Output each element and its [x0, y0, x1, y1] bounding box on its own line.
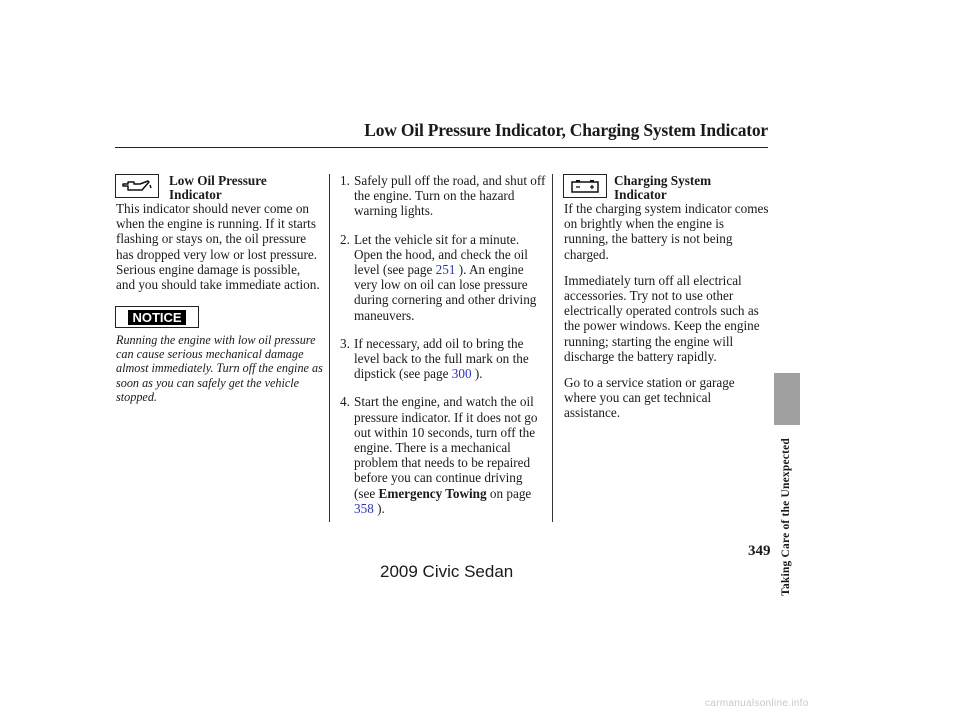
step-1: 1. Safely pull off the road, and shut off the engine. Turn on the hazard warning lights. — [340, 173, 546, 219]
charging-system-body — [564, 201, 770, 421]
column-divider-right — [552, 174, 553, 522]
header-divider — [115, 147, 768, 148]
watermark: carmanualsonline.info — [705, 698, 809, 709]
oil-can-icon — [115, 174, 159, 198]
charging-paragraph-3: Go to a service station or garage where you can get technical assistance. — [564, 375, 735, 421]
charging-system-subheading: Charging System Indicator — [614, 173, 712, 202]
section-tab-marker — [774, 373, 800, 425]
footer-model-title: 2009 Civic Sedan — [380, 562, 514, 581]
charging-paragraph-2: Immediately turn off all electrical accessories. Try not to use other electrically operated controls such as the power windows. Keep the engine running; starting the engine will discharge the battery rapidly. — [564, 272, 760, 364]
notice-label: NOTICE — [128, 310, 185, 325]
page-link-300[interactable]: 300 — [451, 366, 472, 382]
column-divider-left — [329, 174, 330, 522]
page-link-251[interactable]: 251 — [435, 262, 456, 278]
step-2: 2. Let the vehicle sit for a minute. Open the hood, and check the oil level (see page 251 ). An engine very low on oil can lose pressure during cornering and other driving maneuvers. — [340, 231, 537, 323]
step-4: 4. Start the engine, and watch the oil pressure indicator. If it does not go out within 10 seconds, turn off the engine. There is a mechanical problem that needs to be repaired before you can continue driving (see Emergency Towing on page 358 ). — [340, 394, 538, 516]
page-title: Low Oil Pressure Indicator, Charging System Indicator — [364, 120, 768, 140]
low-oil-pressure-paragraph: This indicator should never come on when the engine is running. If it starts flashing or stays on, the oil pressure has dropped very low or lost pressure. Serious engine damage is possible, and you should take immediate action. — [116, 201, 320, 293]
page-link-358[interactable]: 358 — [354, 500, 374, 516]
low-oil-pressure-subheading: Low Oil Pressure Indicator — [169, 173, 267, 202]
notice-text: Running the engine with low oil pressure can cause serious mechanical damage almost immediately. Turn off the engine as soon as you can safely get the vehicle stopped. — [116, 333, 323, 404]
battery-icon — [563, 174, 607, 198]
charging-paragraph-1: If the charging system indicator comes on brightly when the engine is running, the battery is not being charged. — [564, 201, 769, 262]
section-tab-label: Taking Care of the Unexpected — [780, 438, 792, 596]
step-3: 3. If necessary, add oil to bring the level back to the full mark on the dipstick (see page 300 ). — [340, 335, 529, 382]
notice-badge — [115, 306, 199, 328]
procedure-steps — [340, 173, 546, 529]
emergency-towing-reference: Emergency Towing — [378, 485, 487, 501]
page-number: 349 — [748, 543, 771, 559]
